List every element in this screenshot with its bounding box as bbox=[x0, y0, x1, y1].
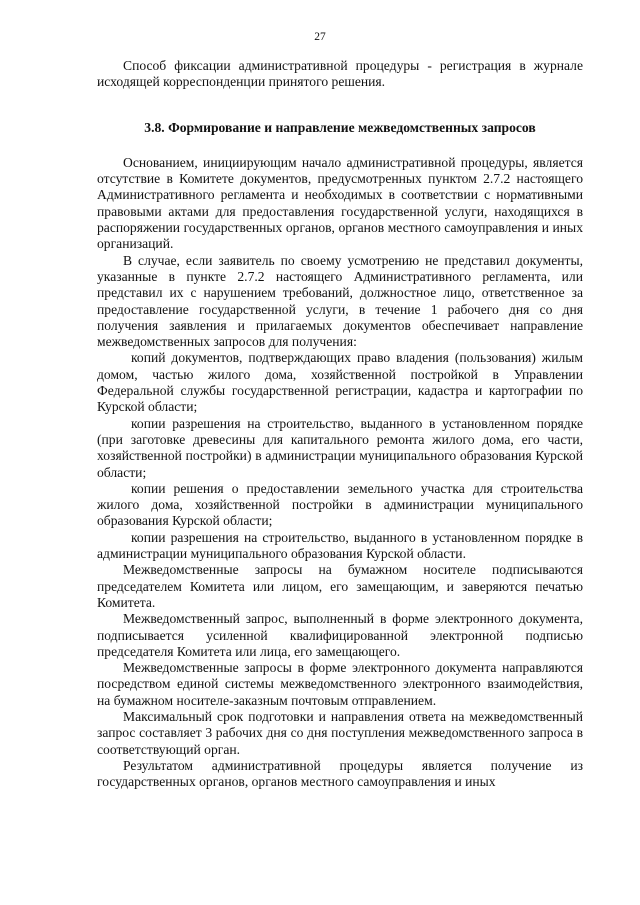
list-item-land-decision: копии решения о предоставлении земельного участка для строительства жилого дома, хозяйственной постройки в администрации муниципального образования Курской области; bbox=[97, 480, 583, 529]
list-item-ownership-docs: копий документов, подтверждающих право владения (пользования) жилым домом, частью жилого дома, хозяйственной постройкой в Управлении Федеральной службы государственной регистрации, кадастра и картографии по Курской области; bbox=[97, 350, 583, 415]
paragraph-case: В случае, если заявитель по своему усмотрению не представил документы, указанные в пункте 2.7.2 настоящего Административного регламента, или представил их с нарушением требований, должностное лицо, ответственное за предоставление государственной услуги, в течение 1 рабочего дня со дня получения заявления и прилагаемых документов обеспечивает направление межведомственных запросов для получения: bbox=[97, 252, 583, 350]
section-heading: 3.8. Формирование и направление межведомственных запросов bbox=[144, 119, 536, 135]
list-item-construction-permit-timber: копии разрешения на строительство, выданного в установленном порядке (при заготовке древесины для капитального ремонта жилого дома, его части, хозяйственной постройки) в администрации муниципального образования Курской области; bbox=[97, 415, 583, 480]
paragraph-max-term: Максимальный срок подготовки и направления ответа на межведомственный запрос составляет 3 рабочих дня со дня поступления межведомственного запроса в соответствующий орган. bbox=[97, 708, 583, 757]
paragraph-paper-requests: Межведомственные запросы на бумажном носителе подписываются председателем Комитета или лицом, его замещающим, и заверяются печатью Комитета. bbox=[97, 562, 583, 610]
paragraph-result: Результатом административной процедуры является получение из государственных органов, органов местного самоуправления и иных bbox=[97, 757, 583, 790]
paragraph-delivery: Межведомственные запросы в форме электронного документа направляются посредством единой системы межведомственного электронного взаимодействия, на бумажном носителе-заказным почтовым отправлением. bbox=[97, 660, 583, 708]
list-item-construction-permit: копии разрешения на строительство, выданного в установленном порядке в администрации муниципального образования Курской области. bbox=[97, 529, 583, 562]
intro-paragraph: Способ фиксации административной процедуры - регистрация в журнале исходящей корреспонденции принятого решения. bbox=[97, 58, 583, 90]
document-body bbox=[97, 58, 583, 790]
paragraph-electronic-request: Межведомственный запрос, выполненный в форме электронного документа, подписывается усиленной квалифицированной электронной подписью председателя Комитета или лица, его замещающего. bbox=[97, 611, 583, 659]
paragraph-basis: Основанием, инициирующим начало административной процедуры, является отсутствие в Комитете документов, предусмотренных пунктом 2.7.2 настоящего Административного регламента и необходимых в соответствии с нормативными правовыми актами для предоставления государственной услуги, находящихся в распоряжении государственных органов, органов местного самоуправления и иных организаций. bbox=[97, 154, 583, 252]
page-number: 27 bbox=[314, 31, 326, 43]
